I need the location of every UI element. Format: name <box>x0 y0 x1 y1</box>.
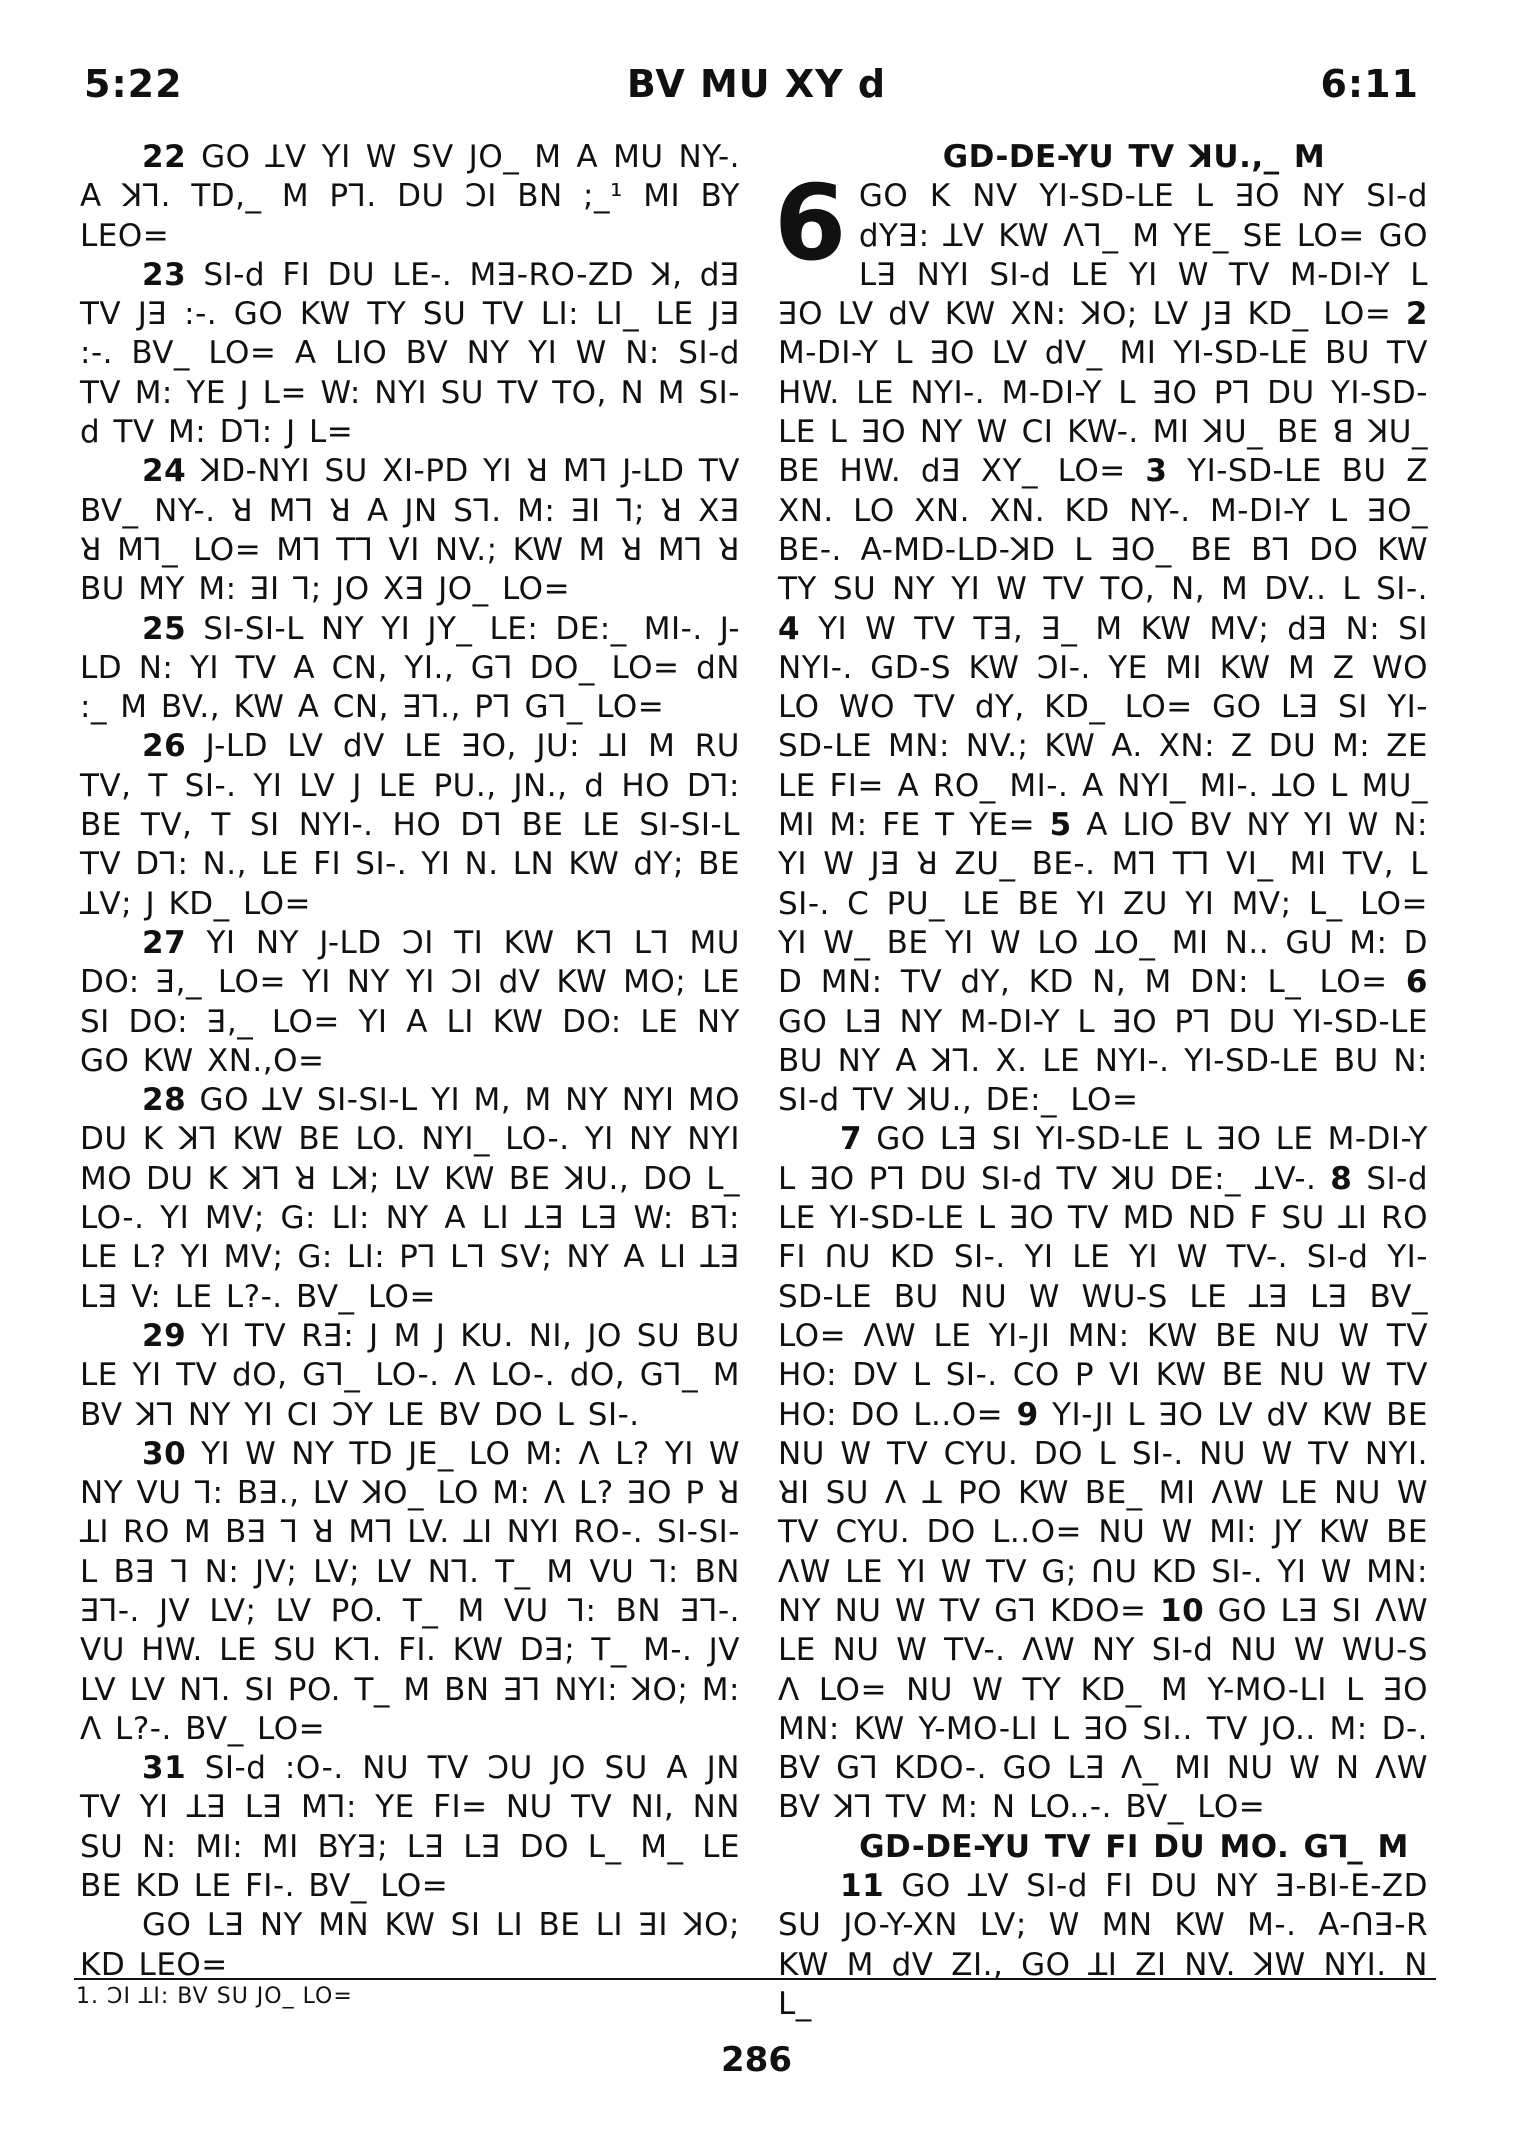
verse-paragraph <box>80 610 740 728</box>
verse-number: 7 <box>840 1121 863 1158</box>
verse-text: GO Lꓱ NY M-DI-Y L ꓱO Pꓶ DU YI-SD-LE BU NY A ꓘꓶ. X. LE NYI-. YI-SD-LE BU N: SI-d TV ꓘU., DE:_ LO= <box>778 1003 1428 1119</box>
verse-text: J-LD LV dV LE ꓱO, JU: ꓕI M RU TV, T SI-. YI LV J LE PU., JN., d HO Dꓶ: BE TV, T SI NYI-. HO Dꓶ BE LE SI-SI-L TV Dꓶ: N., LE FI SI-. YI N. LN KW dY; BE ꓕV; J KD_ LO= <box>80 728 741 922</box>
verse-paragraph <box>80 138 740 256</box>
verse-number: 10 <box>1160 1592 1205 1629</box>
verse-text: SI-d :O-. NU TV ꓛU JO SU A JN TV YI ꓕꓱ Lꓱ Mꓶ: YE FI= NU TV NI, NN SU N: MI: MI BYꓱ; Lꓱ Lꓱ DO L_ M_ LE BE KD LE FI-. BV_ LO= <box>80 1750 740 1905</box>
verse-number: 6 <box>1405 964 1428 1001</box>
verse-text: M-DI-Y L ꓱO LV dV_ MI YI-SD-LE BU TV HW. LE NYI-. M-DI-Y L ꓱO Pꓶ DU YI-SD-LE L ꓱO NY W CI KW-. MI ꓘU_ BE ꓭ ꓘU_ BE HW. dꓱ XY_ LO= <box>778 335 1428 490</box>
verse-paragraph <box>778 1120 1428 1827</box>
verse-number: 5 <box>1049 807 1072 844</box>
right-text-column <box>774 138 1429 2024</box>
verse-text: ꓘD-NYI SU XI-PD YI ꓤ Mꓶ J-LD TV BV_ NY-. ꓤ Mꓶ ꓤ A JN Sꓶ. M: ꓱI ꓶ; ꓤ Xꓱ ꓤ Mꓶ_ LO= Mꓶ Tꓶ VI NV.; KW M ꓤ Mꓶ ꓤ BU MY M: ꓱI ꓶ; JO Xꓱ JO_ LO= <box>80 453 740 608</box>
verse-number: 23 <box>142 256 187 293</box>
verse-number: 26 <box>142 728 187 765</box>
verse-number: 2 <box>1405 296 1428 333</box>
verse-number: 22 <box>142 139 187 175</box>
verse-number: 9 <box>1016 1396 1039 1433</box>
verse-text: YI W TV Tꓱ, ꓱ_ M KW MV; dꓱ N: SI NYI-. GD-S KW ꓛI-. YE MI KW M Z WO LO WO TV dY, KD_ LO= GO Lꓱ SI YI-SD-LE MN: NV.; KW A. XN: Z DU M: ZE LE FI= A RO_ MI-. A NYI_ MI-. ꓕO L MU_ MI M: FE T YE= <box>778 610 1429 844</box>
header-left-reference: 5:22 <box>84 62 183 106</box>
verse-paragraph <box>80 256 740 452</box>
verse-text: A LIO BV NY YI W N: YI W Jꓱ ꓤ ZU_ BE-. Mꓶ Tꓶ VI_ MI TV, L SI-. C PU_ LE BE YI ZU YI MV; L_ LO= YI W_ BE YI W LO ꓕO_ MI N.. GU M: D D MN: TV dY, KD N, M DN: L_ LO= <box>778 807 1428 1001</box>
verse-paragraph <box>778 1867 1428 2024</box>
header-right-reference: 6:11 <box>1320 62 1419 106</box>
running-header <box>0 62 1513 122</box>
footnote: 1. ꓛI ꓕI: BV SU JO_ LO= <box>76 1984 353 2009</box>
verse-number: 30 <box>142 1435 187 1472</box>
verse-paragraph <box>80 1317 740 1435</box>
verse-text: SI-d LE YI-SD-LE L ꓱO TV MD ND F SU ꓕI RO FI ꓵU KD SI-. YI LE YI W TV-. SI-d YI-SD-LE BU NU W WU-S LE ꓕꓱ Lꓱ BV_ LO= ΛW LE YI-JI MN: KW BE NU W TV HO: DV L SI-. CO P VI KW BE NU W TV HO: DO L..O= <box>778 1160 1428 1433</box>
verse-run <box>778 296 1428 1118</box>
verse-text: SI-SI-L NY YI JY_ LE: DE:_ MI-. J-LD N: YI TV A CN, YI., Gꓶ DO_ LO= dN :_ M BV., KW A CN, ꓱꓶ., Pꓶ Gꓶ_ LO= <box>80 610 740 726</box>
left-text-column <box>80 138 740 1985</box>
verse-number: 28 <box>142 1082 187 1119</box>
chapter-paragraph <box>774 162 1429 1120</box>
verse-paragraph <box>80 924 740 1081</box>
verse-paragraph <box>80 727 740 923</box>
verse-paragraph <box>80 1906 740 1985</box>
verse-paragraph <box>80 1749 740 1906</box>
verse-text: YI-SD-LE BU Z XN. LO XN. XN. KD NY-. M-DI-Y L ꓱO_ BE-. A-MD-LD-ꓘD L ꓱO_ BE Bꓶ DO KW TY SU NY YI W TV TO, N, M DV.. L SI-. <box>778 453 1429 608</box>
section-heading: GD-DE-YU TV ꓘU.,_ M <box>942 139 1326 175</box>
verse-text: SI-d FI DU LE-. Mꓱ-RO-ZD ꓘ, dꓱ TV Jꓱ :-. GO KW TY SU TV LI: LI_ LE Jꓱ :-. BV_ LO= A LIO BV NY YI W N: SI-d TV M: YE J L= W: NYI SU TV TO, N M SI-d TV M: Dꓶ: J L= <box>80 256 740 451</box>
verse-number: 4 <box>778 610 801 647</box>
section-heading: GD-DE-YU TV FI DU MO. Gꓶ_ M <box>859 1828 1409 1865</box>
header-book-title: BV MU XY d <box>626 62 887 106</box>
verse-text: GO K NV YI-SD-LE L ꓱO NY SI-d dYꓱ: ꓕV KW Λꓶ_ M YE_ SE LO= GO Lꓱ NYI SI-d LE YI W TV M-DI-Y L ꓱO LV dV KW XN: ꓘO; LV Jꓱ KD_ LO= <box>778 178 1428 333</box>
verse-text: YI TV Rꓱ: J M J KU. NI, JO SU BU LE YI TV dO, Gꓶ_ LO-. Λ LO-. dO, Gꓶ_ M BV ꓘꓶ NY YI CI ꓛY LE BV DO L SI-. <box>80 1317 740 1433</box>
chapter-number: 6 <box>774 162 847 285</box>
verse-text: YI-JI L ꓱO LV dV KW BE NU W TV CYU. DO L SI-. NU W TV NYI. ꓤI SU Λ ꓕ PO KW BE_ MI ΛW LE NU W TV CYU. DO L..O= NU W MI: JY KW BE ΛW LE YI W TV G; ꓵU KD SI-. YI W MN: NY NU W TV Gꓶ KDO= <box>778 1396 1428 1629</box>
verse-number: 3 <box>1145 453 1168 490</box>
verse-text: YI NY J-LD ꓛI TI KW Kꓶ Lꓶ MU DO: ꓱ,_ LO= YI NY YI ꓛI dV KW MO; LE SI DO: ꓱ,_ LO= YI A LI KW DO: LE NY GO KW XN.,O= <box>80 924 740 1079</box>
page-number: 286 <box>721 2040 792 2080</box>
verse-text: GO ꓕV SI-d FI DU NY ꓱ-BI-E-ZD SU JO-Y-XN LV; W MN KW M-. A-ꓵꓱ-R KW M dV ZI., GO ꓕI ZI NV. ꓘW NYI. N L_ <box>778 1868 1428 2022</box>
verse-number: 25 <box>142 610 187 647</box>
verse-text: GO ꓕV SI-SI-L YI M, M NY NYI MO DU K ꓘꓶ KW BE LO. NYI_ LO-. YI NY NYI MO DU K ꓘꓶ ꓤ Lꓘ; LV KW BE ꓘU., DO L_ LO-. YI MV; G: LI: NY A LI ꓕꓱ Lꓱ W: Bꓶ: LE L? YI MV; G: LI: Pꓶ Lꓶ SV; NY A LI ꓕꓱ Lꓱ V: LE L?-. BV_ LO= <box>80 1082 740 1315</box>
verse-number: 11 <box>840 1868 885 1905</box>
verse-number: 27 <box>142 924 187 961</box>
verse-text: GO Lꓱ SI ΛW LE NU W TV-. ΛW NY SI-d NU W WU-S Λ LO= NU W TY KD_ M Y-MO-LI L ꓱO MN: KW Y-MO-LI L ꓱO SI.. TV JO.. M: D-. BV Gꓶ KDO-. GO Lꓱ Λ_ MI NU W N ΛW BV ꓘꓶ TV M: N LO..-. BV_ LO= <box>778 1592 1429 1826</box>
verse-number: 8 <box>1330 1160 1353 1197</box>
footnote-divider <box>74 1978 1436 1980</box>
verse-paragraph <box>80 1081 740 1317</box>
verse-text: YI W NY TD JE_ LO M: Λ L? YI W NY VU ꓶ: Bꓱ., LV ꓘO_ LO M: Λ L? ꓱO P ꓤ ꓕI RO M Bꓱ ꓶ ꓤ Mꓶ LV. ꓕI NYI RO-. SI-SI-L Bꓱ ꓶ N: JV; LV; LV Nꓶ. T_ M VU ꓶ: BN ꓱꓶ-. JV LV; LV PO. T_ M VU ꓶ: BN ꓱꓶ-. VU HW. LE SU Kꓶ. FI. KW Dꓱ; T_ M-. JV LV LV Nꓶ. SI PO. T_ M BN ꓱꓶ NYI: ꓘO; M: Λ L?-. BV_ LO= <box>80 1435 740 1747</box>
verse-text: GO ꓕV YI W SV JO_ M A MU NY-. A ꓘꓶ. TD,_ M Pꓶ. DU ꓛI BN ;_¹ MI BY LEO= <box>80 139 740 254</box>
verse-text: GO Lꓱ SI YI-SD-LE L ꓱO LE M-DI-Y L ꓱO Pꓶ DU SI-d TV ꓘU DE:_ ꓕV-. <box>778 1121 1428 1197</box>
verse-text: GO Lꓱ NY MN KW SI LI BE LI ꓱI ꓘO; KD LEO= <box>80 1907 740 1983</box>
verse-paragraph <box>80 452 740 609</box>
verse-number: 24 <box>142 453 187 490</box>
verse-number: 31 <box>142 1750 187 1787</box>
verse-number: 29 <box>142 1317 187 1354</box>
verse-paragraph <box>80 1435 740 1749</box>
